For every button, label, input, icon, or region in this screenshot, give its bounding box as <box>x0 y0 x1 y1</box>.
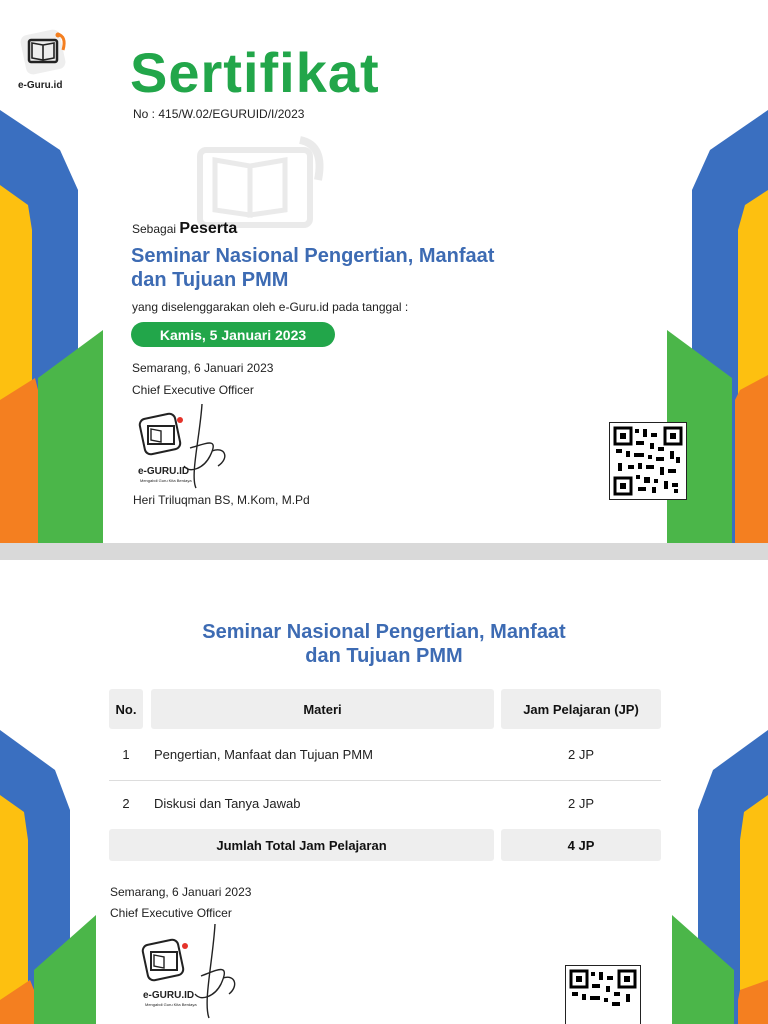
stamp-text: e-GURU.ID <box>138 466 190 477</box>
row-materi: Diskusi dan Tanya Jawab <box>154 796 301 811</box>
row-jp: 2 JP <box>567 796 594 811</box>
row-no: 1 <box>122 747 130 762</box>
curriculum-page <box>0 560 768 1024</box>
row-jp: 2 JP <box>567 747 594 762</box>
eguru-logo-icon <box>17 26 73 78</box>
signer-title: Chief Executive Officer <box>132 383 254 397</box>
place-date: Semarang, 6 Januari 2023 <box>132 361 274 375</box>
event-title <box>131 244 494 292</box>
certificate-number: No : 415/W.02/EGURUID/I/2023 <box>133 107 305 121</box>
watermark-book-icon <box>190 120 340 230</box>
signer-name: Heri Triluqman BS, M.Kom, M.Pd <box>133 493 310 507</box>
qr-code-icon <box>610 423 686 499</box>
row-divider <box>109 780 661 781</box>
total-label: Jumlah Total Jam Pelajaran <box>109 829 494 861</box>
header-jp: Jam Pelajaran (JP) <box>501 689 661 729</box>
logo-text: e-Guru.id <box>18 80 63 91</box>
event-date-badge: Kamis, 5 Januari 2023 <box>131 322 335 347</box>
qr-code-2-icon <box>566 966 640 1024</box>
signature-stamp-2 <box>135 920 245 1024</box>
certificate-title: Sertifikat <box>130 41 380 104</box>
stamp-tagline: Mengabdi Guru Kita Berdaya <box>140 478 192 483</box>
event-title-line1: Seminar Nasional Pengertian, Manfaat <box>131 245 495 267</box>
header-no: No. <box>109 689 143 729</box>
curriculum-title <box>0 620 768 668</box>
role: Peserta <box>179 220 238 237</box>
qr-code-2 <box>565 965 641 1024</box>
header-materi: Materi <box>151 689 494 729</box>
signer-title-2: Chief Executive Officer <box>110 906 232 920</box>
row-materi: Pengertian, Manfaat dan Tujuan PMM <box>154 747 373 762</box>
place-date-2: Semarang, 6 Januari 2023 <box>110 885 252 899</box>
curriculum-title-line2: dan Tujuan PMM <box>305 645 463 667</box>
stamp-text-2: e-GURU.ID <box>143 990 195 1001</box>
qr-code <box>609 422 687 500</box>
role-line <box>132 220 237 238</box>
organizer-text: yang diselenggarakan oleh e-Guru.id pada tanggal : <box>132 300 409 314</box>
curriculum-title-line1: Seminar Nasional Pengertian, Manfaat <box>202 621 566 643</box>
row-no: 2 <box>122 796 130 811</box>
role-prefix: Sebagai <box>132 222 177 236</box>
total-value: 4 JP <box>501 829 661 861</box>
event-title-line2: dan Tujuan PMM <box>131 269 289 291</box>
stamp-tagline-2: Mengabdi Guru Kita Berdaya <box>145 1002 197 1007</box>
